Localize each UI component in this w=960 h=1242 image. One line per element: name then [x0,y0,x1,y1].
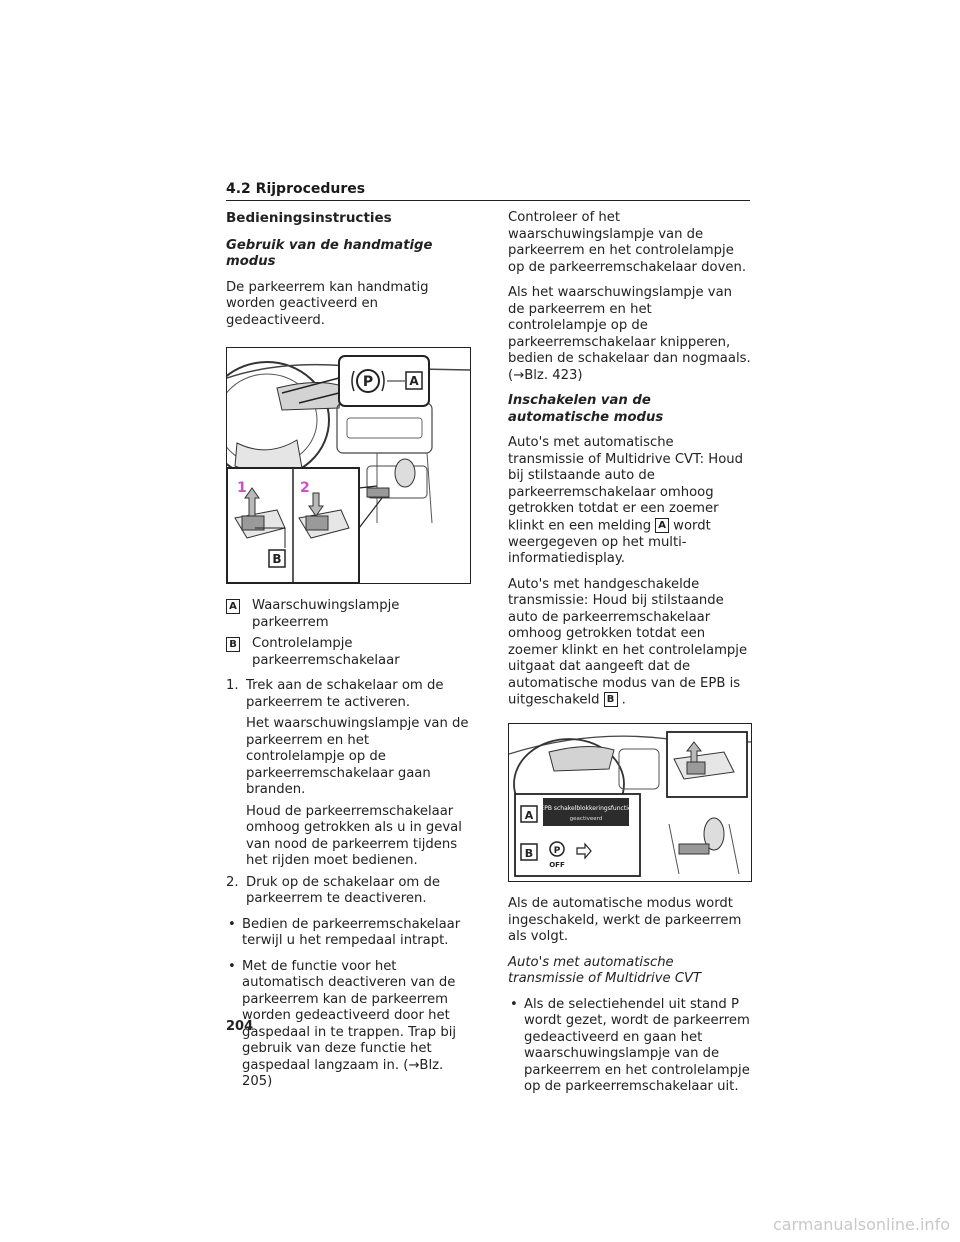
legend-a [226,598,471,631]
step-1-detail-2: Houd de parkeerremschakelaar omhoog getrokken als u in geval van nood de parkeerrem tijdens het rijden moet bedienen. [246,803,462,868]
cvt-instruction-text: Auto's met automatische transmissie of Multidrive CVT: Houd bij stilstaande auto de parkeerremschakelaar omhoog getrokken totdat er een zoemer klinkt en een melding [508,435,744,533]
callout-b-label: B [272,552,282,566]
bullet-item [226,959,471,1091]
display-message: EPB schakelblokkeringsfunctie [540,805,632,812]
blinking-lamps-paragraph: Als het waarschuwingslampje van de parkeerrem en het controlelampje op de parkeerremschakelaar knipperen, bedien de schakelaar dan nogmaals. (→Blz. 423) [508,285,751,383]
legend-b-text: Controlelampje parkeerremschakelaar [252,636,400,668]
bullet-mark: • [228,916,236,932]
manual-transmission-instruction [508,577,752,710]
cvt-instruction-end: wordt weergegeven op het multi-informatiedisplay. [508,518,711,566]
auto-mode-illustration [508,723,752,882]
step-2-number: 2. [226,874,239,890]
legend-a-badge: A [226,599,240,614]
step-1-text: Trek aan de schakelaar om de parkeerrem te activeren. [246,678,444,710]
watermark: carmanualsonline.info [772,1215,950,1234]
step-2 [226,875,471,908]
auto-mode-result: Als de automatische modus wordt ingeschakeld, werkt de parkeerrem als volgt. [508,896,742,944]
figure2-callout-a: A [524,809,534,822]
callout-a-label: A [409,374,419,388]
bullet-item [226,917,471,950]
cvt-badge: A [655,518,669,533]
step-1-detail-1: Het waarschuwingslampje van de parkeerrem en het controlelampje op de parkeerremschakelaar gaan branden. [246,716,469,797]
parking-brake-illustration [226,347,471,584]
cvt-subheading: Auto's met automatische transmissie of Multidrive CVT [508,954,702,986]
bullet-text: Met de functie voor het automatisch deactiveren van de parkeerrem kan de parkeerrem worden gedeactiveerd door het gaspedaal in te trappen. Trap bij gebruik van deze functie het gaspedaal langzaam in. (→Blz. 205) [242,958,457,1089]
page-number: 204 [226,1019,254,1034]
manual-mode-title: Gebruik van de handmatige modus [226,237,433,269]
legend-a-text: Waarschuwingslampje parkeerrem [252,598,400,630]
section-header [226,178,750,201]
section-heading: Bedieningsinstructies [226,210,392,226]
step-2-text: Druk op de schakelaar om de parkeerrem te deactiveren. [246,874,440,906]
manual-badge: B [604,692,618,707]
cvt-instruction [508,435,752,568]
bullet-mark: • [510,996,518,1012]
svg-text:P: P [553,846,561,856]
manual-mode-intro: De parkeerrem kan handmatig worden geactiveerd en gedeactiveerd. [226,279,429,328]
bullet-text: Als de selectiehendel uit stand P wordt gezet, wordt de parkeerrem gedeactiveerd en gaan het waarschuwingslampje van de parkeerrem en het controlelampje op de parkeerremschakelaar uit. [524,996,750,1094]
manual-instruction-end: . [621,692,626,708]
check-lamps-paragraph: Controleer of het waarschuwingslampje van de parkeerrem en het controlelampje op de parkeerremschakelaar doven. [508,210,747,275]
display-status: geactiveerd [569,816,603,822]
bullet-mark: • [228,958,236,974]
section-title: 4.2 Rijprocedures [226,181,366,197]
step-1-label: 1 [237,480,247,496]
legend-b-badge: B [226,637,240,652]
step-1 [226,678,471,711]
left-column [226,210,471,1100]
off-label: OFF [549,861,565,869]
auto-mode-title: Inschakelen van de automatische modus [508,393,664,425]
svg-text:P: P [362,374,374,390]
figure2-callout-b: B [524,847,534,860]
bullet-item [508,997,752,1096]
manual-instruction-text: Auto's met handgeschakelde transmissie: Houd bij stilstaande auto de parkeerremschakelaar omhoog getrokken totdat een zoemer klinkt en het controlelampje uitgaat dat aangeeft dat de automatische modus van de EPB is uitgeschakeld [508,576,748,708]
step-1-number: 1. [226,678,239,693]
step-2-label: 2 [300,480,310,496]
legend-b [226,636,471,669]
right-column [508,210,752,1105]
bullet-text: Bedien de parkeerremschakelaar terwijl u het rempedaal intrapt. [242,916,461,948]
